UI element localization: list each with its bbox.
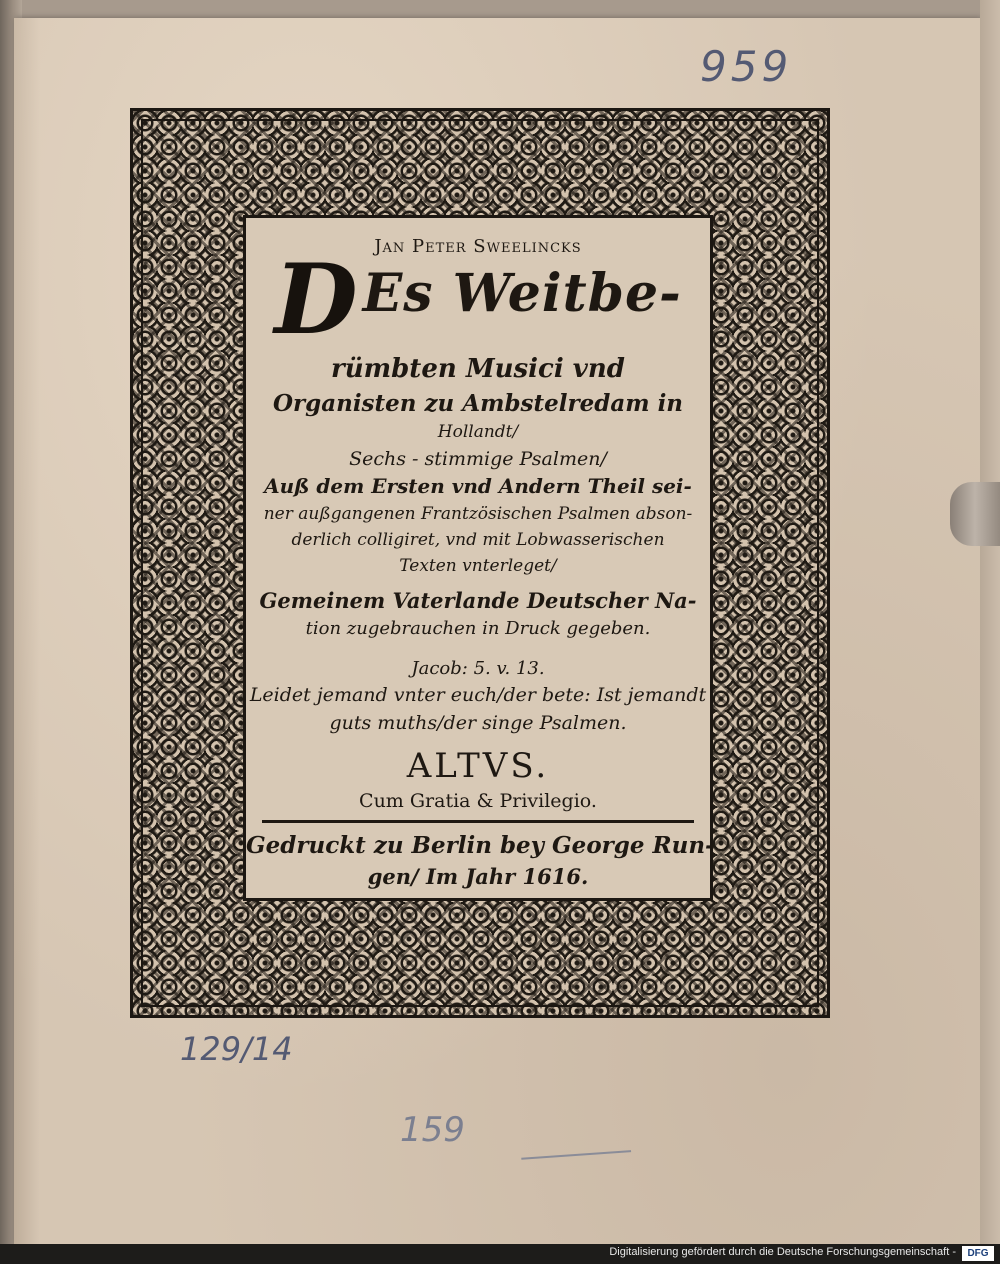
title-line-2: rümbten Musici vnd xyxy=(331,354,625,384)
shelf-mark-top: 959 xyxy=(700,42,793,91)
shelf-mark-mid: 129/14 xyxy=(180,1030,293,1068)
imprint-line-1: Gedruckt zu Berlin bey George Run- xyxy=(246,832,715,859)
quote-line-2: guts muths/der singe Psalmen. xyxy=(329,712,627,734)
title-text-panel xyxy=(243,215,713,901)
title-line-4: Hollandt/ xyxy=(437,422,519,442)
imprint-line-2: gen/ Im Jahr 1616. xyxy=(367,864,589,889)
body-line-6: tion zugebrauchen in Druck gegeben. xyxy=(305,618,651,639)
dfg-logo: DFG xyxy=(962,1246,994,1261)
body-line-1: Auß dem Ersten vnd Andern Theil sei- xyxy=(264,474,692,498)
body-line-5: Gemeinem Vaterlande Deutscher Na- xyxy=(259,588,697,613)
title-line-5: Sechs - stimmige Psalmen/ xyxy=(349,448,607,470)
body-line-4: Texten vnterleget/ xyxy=(399,556,557,576)
horizontal-rule xyxy=(262,820,694,823)
handwritten-scribble xyxy=(519,1116,631,1160)
page-edge xyxy=(980,0,1000,1244)
author-line: Jan Peter Sweelincks xyxy=(374,236,582,257)
tab-marker xyxy=(950,482,1000,546)
voice-part: ALTVS. xyxy=(406,746,550,786)
shelf-mark-bottom: 159 xyxy=(400,1110,465,1150)
funding-credit: Digitalisierung gefördert durch die Deutsche Forschungsgemeinschaft - xyxy=(609,1246,956,1258)
title-line-1-text: Es Weitbe- xyxy=(362,263,682,324)
body-line-2: ner außgangenen Frantzösischen Psalmen abson- xyxy=(263,504,693,524)
title-line-3: Organisten zu Ambstelredam in xyxy=(272,390,684,417)
verse-reference: Jacob: 5. v. 13. xyxy=(411,658,545,679)
body-line-3: derlich colligiret, vnd mit Lobwasserischen xyxy=(291,530,665,550)
privilege-line: Cum Gratia & Privilegio. xyxy=(359,790,597,812)
quote-line-1: Leidet jemand vnter euch/der bete: Ist jemandt xyxy=(249,684,707,706)
ornamental-border xyxy=(130,108,830,1018)
drop-cap: D xyxy=(274,243,359,356)
